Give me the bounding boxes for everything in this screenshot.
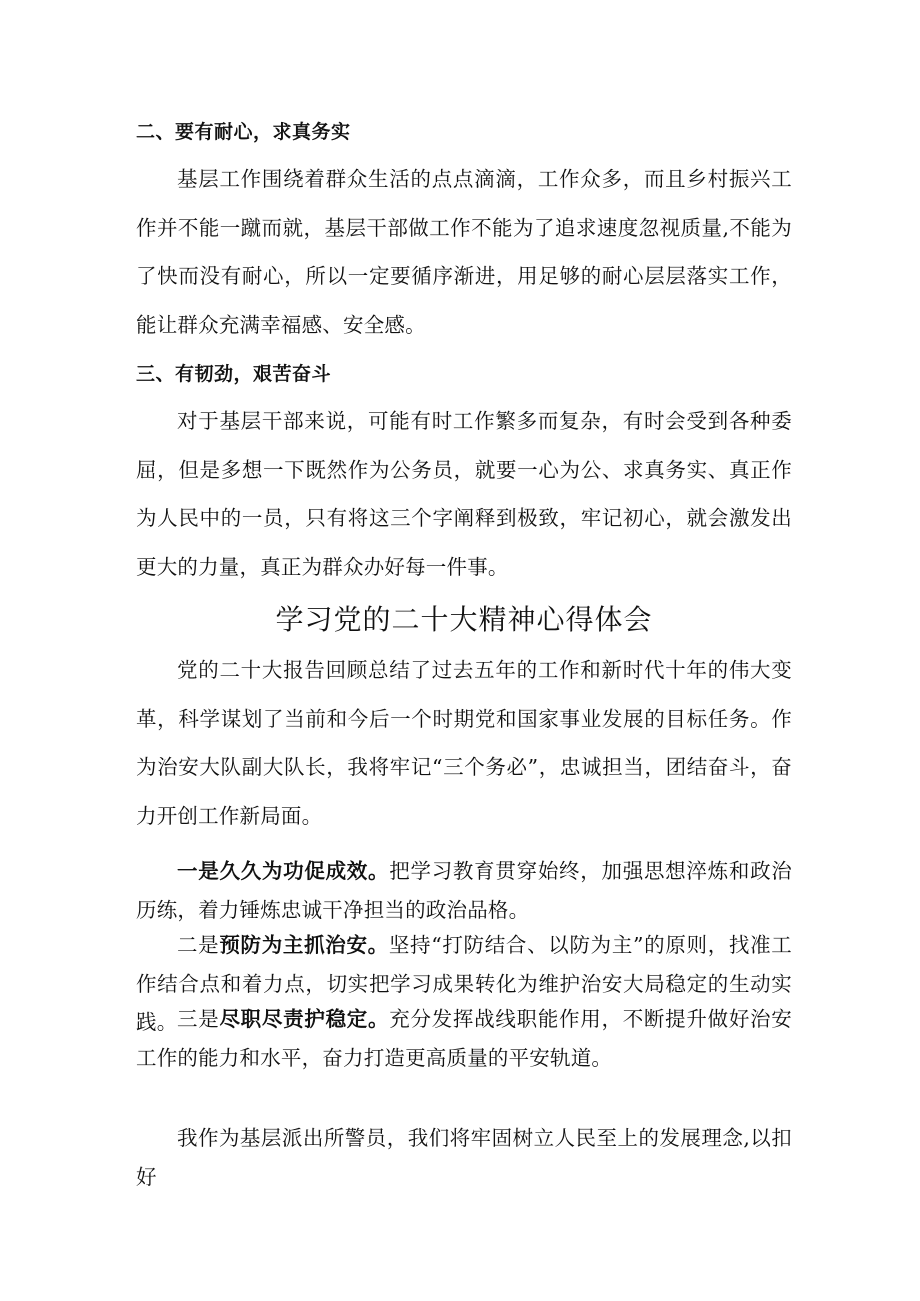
point-paragraph-3 [136, 1000, 792, 1077]
point-body-2: 坚持“打防结合、以防为主”的原则，找准工作结合点和着力点，切实把学习成果转化为维护治安大局稳定的生动实践。 [136, 933, 792, 1034]
point-paragraph-1 [136, 852, 792, 929]
point-body-3: 充分发挥战线职能作用，不断提升做好治安工作的能力和水平，奋力打造更高质量的平安轨道。 [136, 1007, 792, 1070]
point-body-1: 把学习教育贯穿始终，加强思想淬炼和政治历练，着力锤炼忠诚干净担当的政治品格。 [136, 859, 792, 922]
section-paragraph-2: 基层工作围绕着群众生活的点点滴滴，工作众多，而且乡村振兴工作并不能一蹴而就，基层干部做工作不能为了追求速度忽视质量,不能为了快而没有耐心，所以一定要循序渐进，用足够的耐心层层落实工作，能让群众充满幸福感、安全感。 [136, 167, 792, 337]
point-lead-2: 预防为主抓治安。 [219, 933, 389, 957]
article-intro-paragraph: 党的二十大报告回顾总结了过去五年的工作和新时代十年的伟大变革，科学谋划了当前和今后一个时期党和国家事业发展的目标任务。作为治安大队副大队长，我将牢记“三个务必”，忠诚担当，团结奋斗，奋力开创工作新局面。 [136, 658, 792, 828]
article-title: 学习党的二十大精神心得体会 [275, 603, 653, 636]
point-lead-3: 尽职尽责护稳定。 [219, 1007, 390, 1031]
closing-paragraph: 我作为基层派出所警员，我们将牢固树立人民至上的发展理念,以扣好 [136, 1126, 792, 1189]
section-paragraph-3: 对于基层干部来说，可能有时工作繁多而复杂，有时会受到各种委屈，但是多想一下既然作为公务员，就要一心为公、求真务实、真正作为人民中的一员，只有将这三个字阐释到极致，牢记初心，就会激发出更大的力量，真正为群众办好每一件事。 [136, 409, 792, 579]
point-lead-1: 一是久久为功促成效。 [177, 859, 390, 883]
point-lead-3-prefix: 三是 [177, 1007, 220, 1031]
point-lead-2-prefix: 二是 [177, 933, 220, 957]
section-heading-2: 二、要有耐心，求真务实 [136, 121, 351, 143]
section-heading-3: 三、有韧劲，艰苦奋斗 [136, 363, 332, 385]
